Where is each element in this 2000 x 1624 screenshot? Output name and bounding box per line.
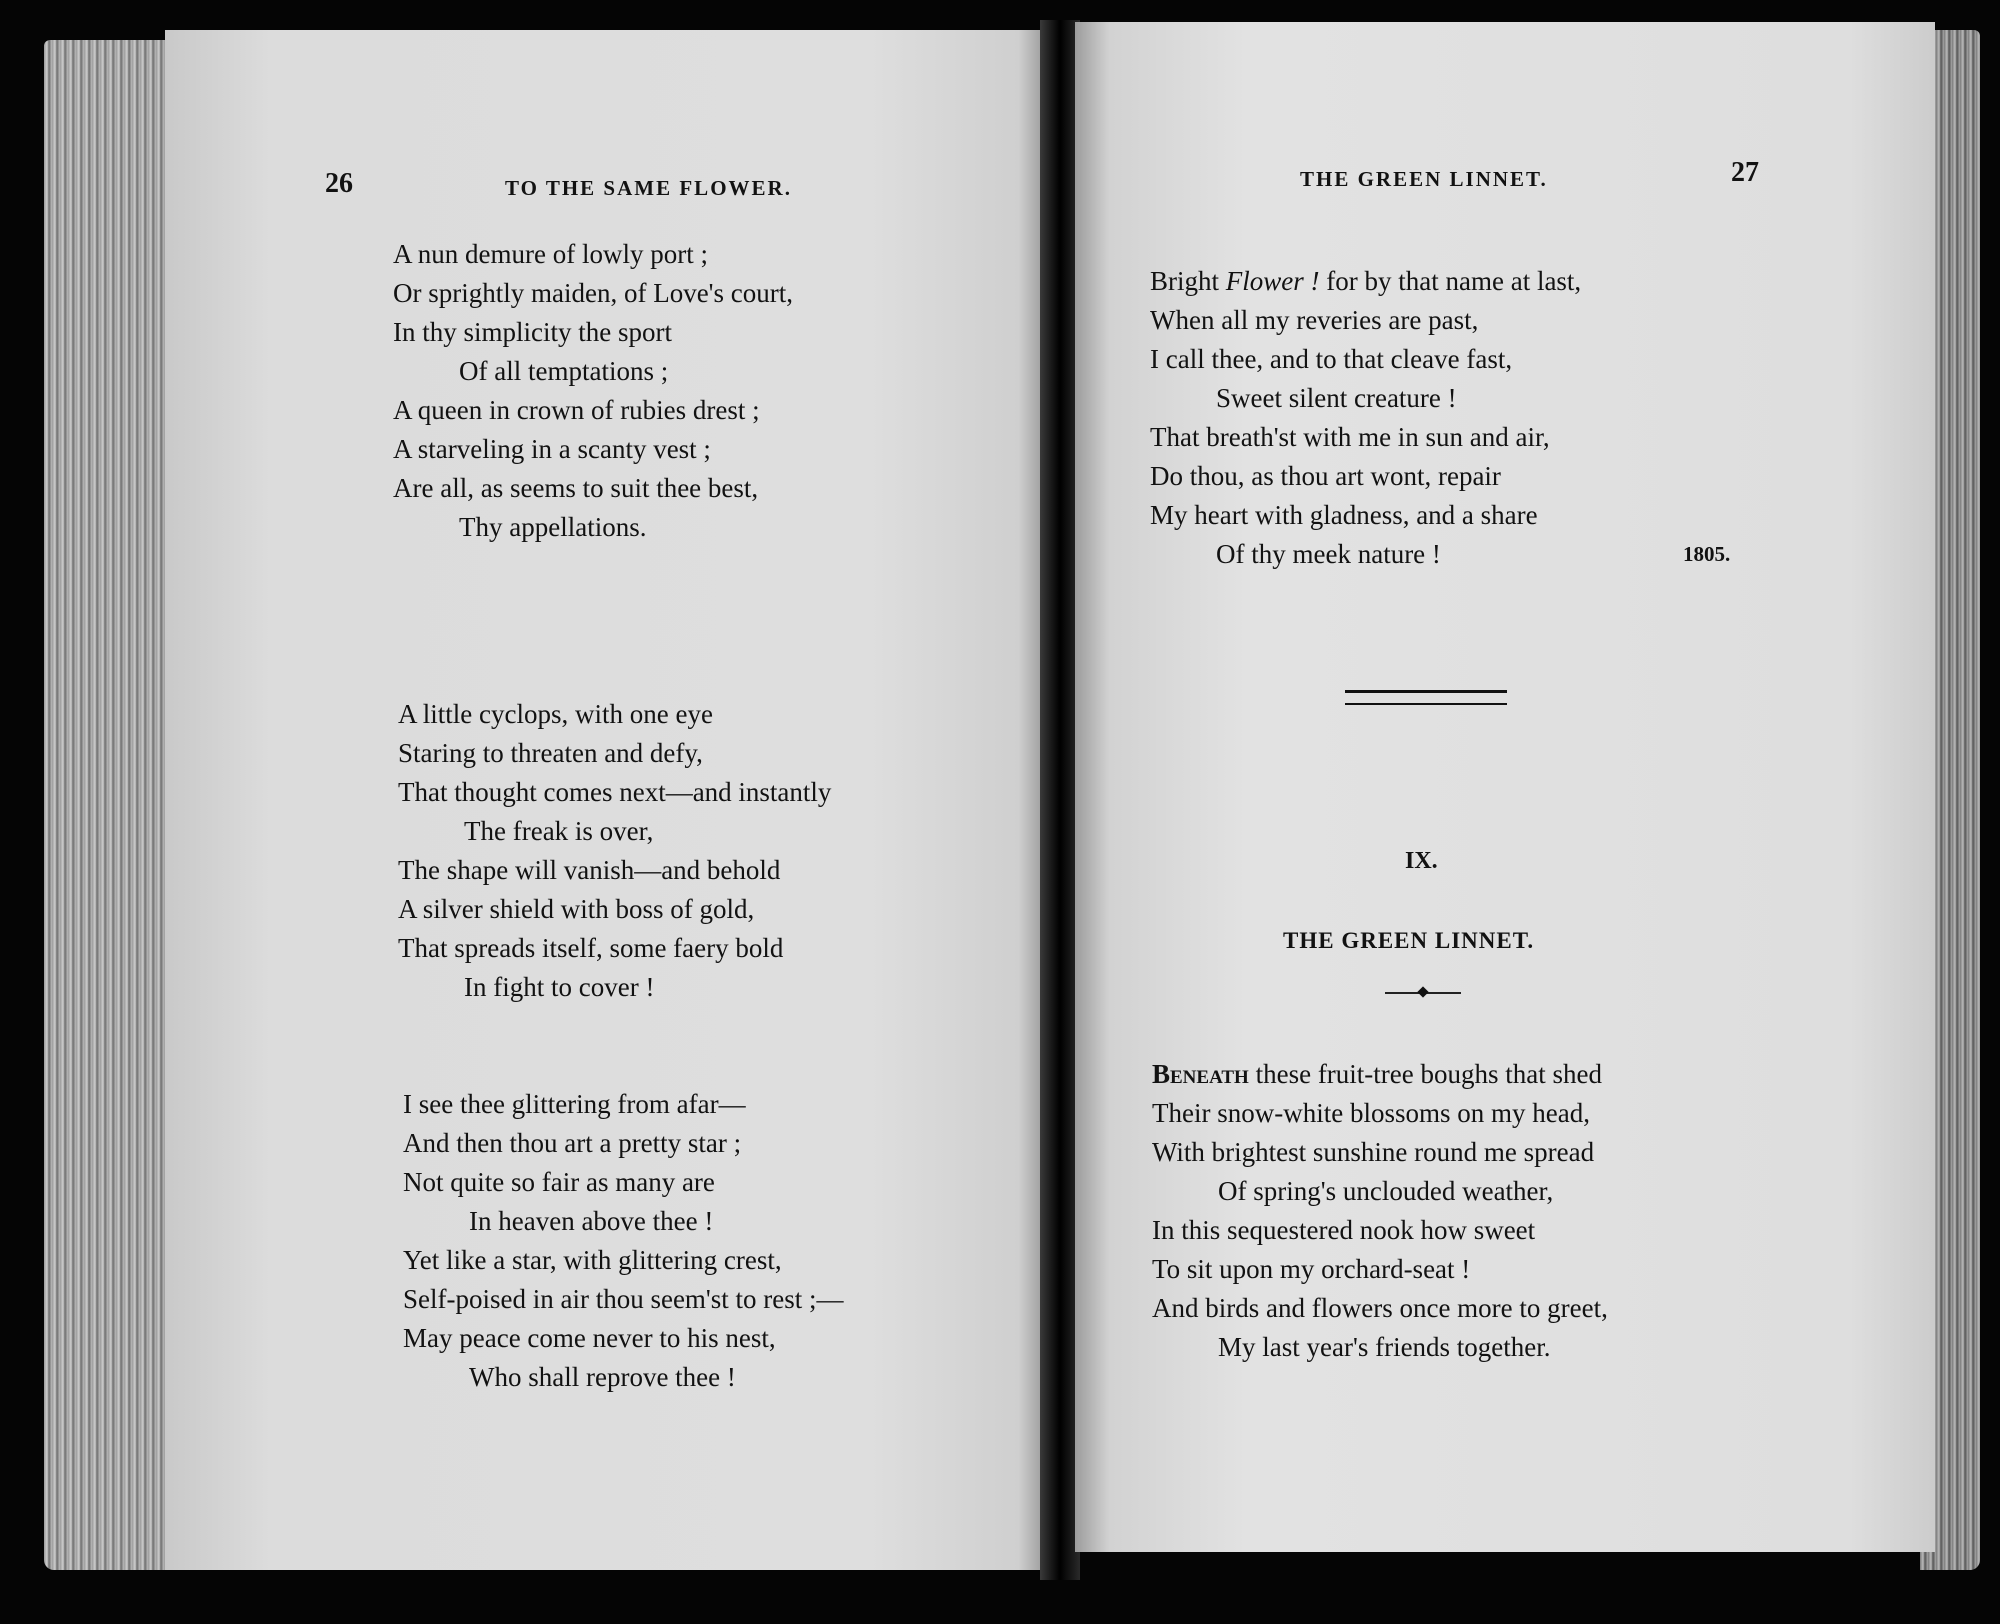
left-page [165, 30, 1045, 1570]
verse-line: Thy appellations. [459, 512, 647, 542]
verse-line: Sweet silent creature ! [1216, 383, 1457, 413]
page-edges-left [44, 40, 174, 1570]
verse-text: for by that name at last, [1319, 266, 1582, 296]
verse-line: A queen in crown of rubies drest ; [393, 395, 760, 425]
verse-line: And birds and flowers once more to greet, [1152, 1293, 1608, 1323]
verse-line: Of thy meek nature ! [1216, 539, 1441, 569]
section-double-rule [1345, 690, 1507, 705]
verse-line: A starveling in a scanty vest ; [393, 434, 711, 464]
verse-line: I call thee, and to that cleave fast, [1150, 344, 1513, 374]
verse-line: A nun demure of lowly port ; [393, 239, 708, 269]
small-caps-word: Beneath [1152, 1059, 1249, 1089]
running-head-right: THE GREEN LINNET. [1300, 167, 1548, 191]
verse-line: Of spring's unclouded weather, [1218, 1176, 1554, 1206]
book-gutter [1040, 20, 1080, 1580]
verse-line: Staring to threaten and defy, [398, 738, 703, 768]
verse-line: To sit upon my orchard-seat ! [1152, 1254, 1471, 1284]
verse-line: And then thou art a pretty star ; [403, 1128, 742, 1158]
stanza-3 [403, 1085, 844, 1397]
stanza-2 [398, 695, 831, 1007]
page-number-left: 26 [325, 168, 353, 199]
verse-line: In fight to cover ! [464, 972, 655, 1002]
verse-line: Do thou, as thou art wont, repair [1150, 461, 1501, 491]
stanza-green-linnet [1152, 1055, 1608, 1367]
verse-line: In heaven above thee ! [469, 1206, 714, 1236]
verse-line: Self-poised in air thou seem'st to rest ;— [403, 1284, 844, 1314]
verse-line: The shape will vanish—and behold [398, 855, 781, 885]
verse-text: Bright [1150, 266, 1226, 296]
italic-word: Flower ! [1225, 266, 1320, 296]
verse-line: The freak is over, [464, 816, 654, 846]
poem-number: IX. [1405, 848, 1438, 874]
verse-line: My heart with gladness, and a share [1150, 500, 1538, 530]
title-ornament-rule [1385, 992, 1461, 994]
verse-line: I see thee glittering from afar— [403, 1089, 746, 1119]
verse-line: A silver shield with boss of gold, [398, 894, 755, 924]
verse-line [1150, 262, 1581, 301]
verse-line: Are all, as seems to suit thee best, [393, 473, 759, 503]
verse-line [1152, 1055, 1608, 1094]
verse-line: Of all temptations ; [459, 356, 669, 386]
verse-line: That spreads itself, some faery bold [398, 933, 784, 963]
verse-text: these fruit-tree boughs that shed [1248, 1059, 1602, 1089]
verse-line: Their snow-white blossoms on my head, [1152, 1098, 1590, 1128]
verse-line: May peace come never to his nest, [403, 1323, 776, 1353]
verse-line: That breath'st with me in sun and air, [1150, 422, 1550, 452]
poem-title: THE GREEN LINNET. [1283, 928, 1535, 953]
verse-line: When all my reveries are past, [1150, 305, 1479, 335]
verse-line: In thy simplicity the sport [393, 317, 672, 347]
verse-line: With brightest sunshine round me spread [1152, 1137, 1595, 1167]
running-head-left: TO THE SAME FLOWER. [505, 176, 792, 200]
verse-line: In this sequestered nook how sweet [1152, 1215, 1536, 1245]
page-number-right: 27 [1731, 157, 1759, 188]
verse-line: Not quite so fair as many are [403, 1167, 715, 1197]
poem-year: 1805. [1683, 542, 1731, 566]
stanza-1 [393, 235, 793, 547]
verse-line: Yet like a star, with glittering crest, [403, 1245, 782, 1275]
stanza-bright-flower [1150, 262, 1581, 574]
verse-line: My last year's friends together. [1218, 1332, 1551, 1362]
verse-line: Who shall reprove thee ! [469, 1362, 736, 1392]
verse-line: A little cyclops, with one eye [398, 699, 713, 729]
right-page [1075, 22, 1935, 1552]
verse-line: That thought comes next—and instantly [398, 777, 832, 807]
verse-line: Or sprightly maiden, of Love's court, [393, 278, 794, 308]
